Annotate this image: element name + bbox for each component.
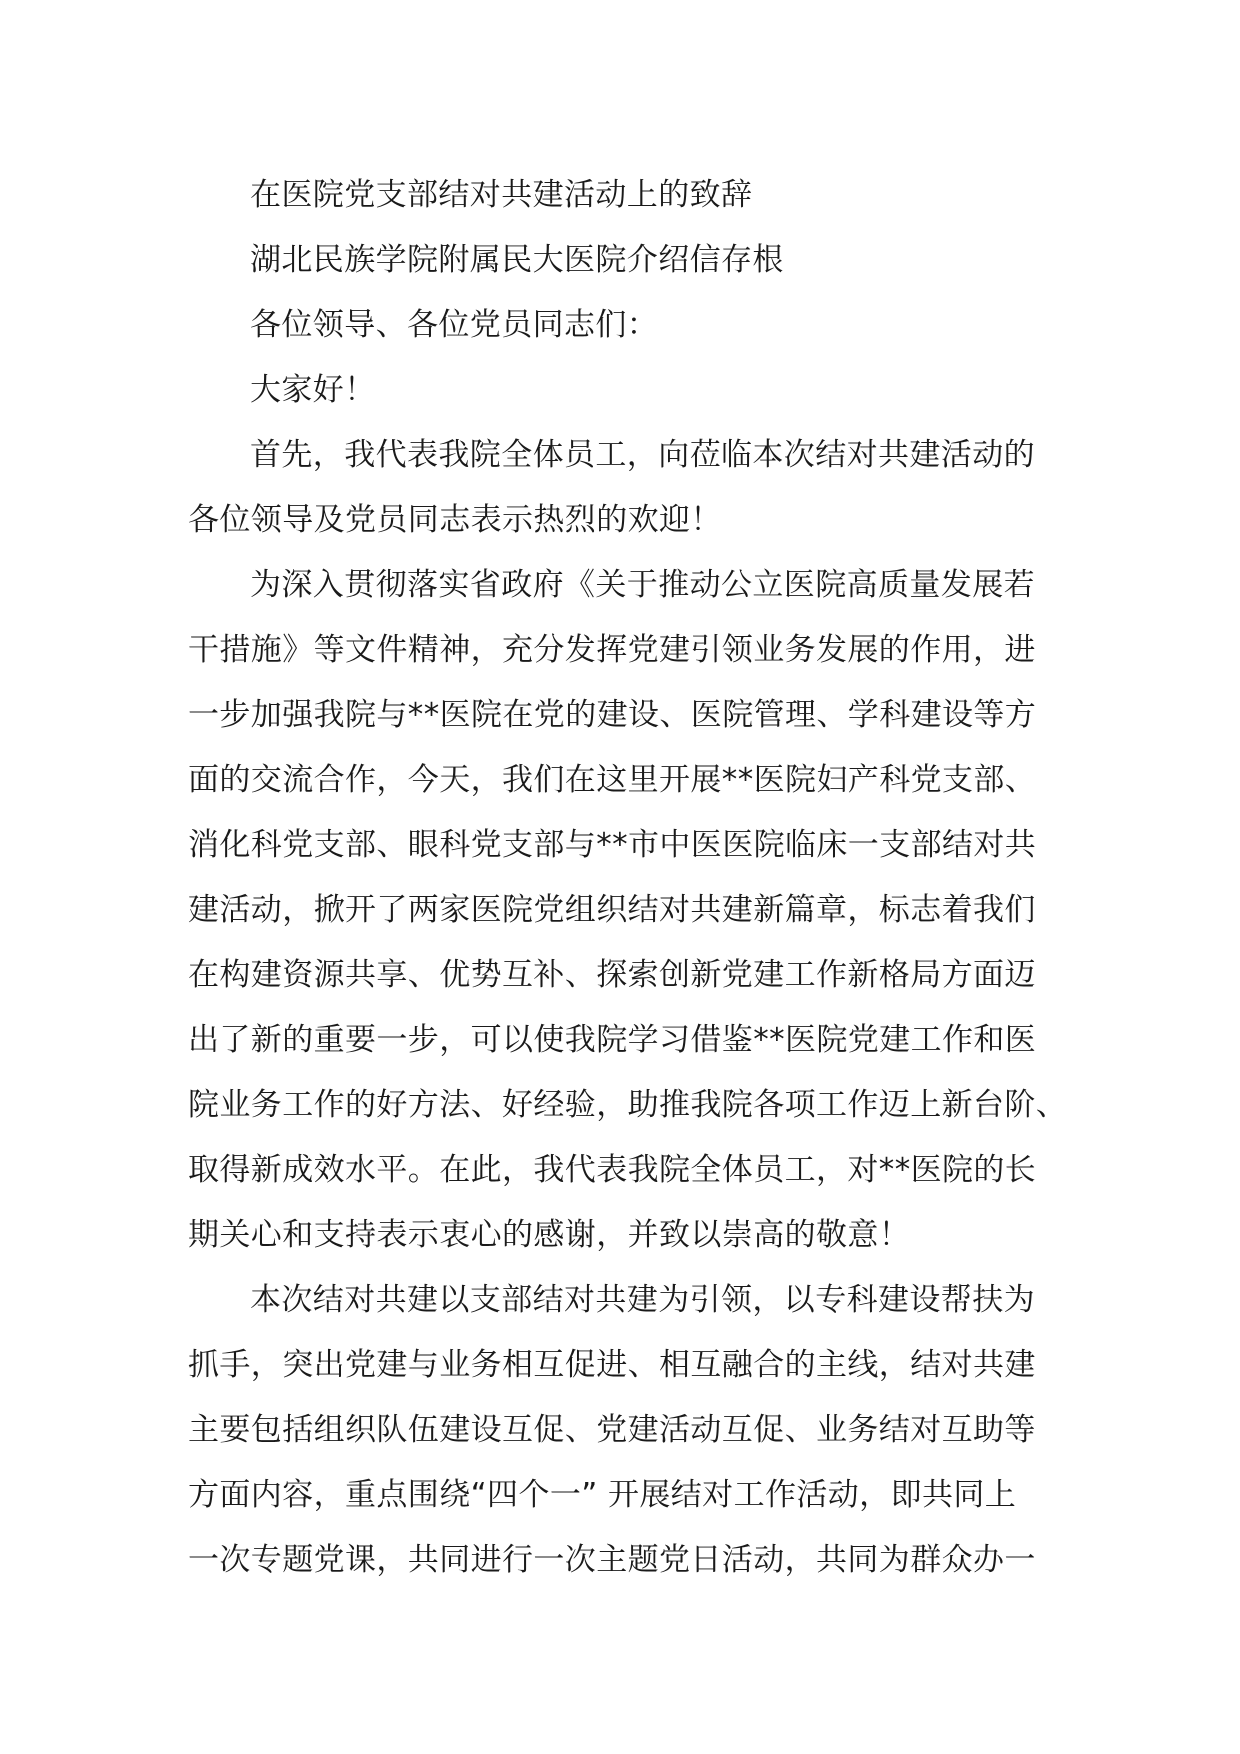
paragraph-line: 取得新成效水平。在此，我代表我院全体员工，对**医院的长 (188, 1152, 1037, 1188)
paragraph-line: 抓手，突出党建与业务相互促进、相互融合的主线，结对共建 (188, 1347, 1036, 1383)
greeting: 大家好！ (250, 372, 376, 408)
paragraph-line: 干措施》等文件精神，充分发挥党建引领业务发展的作用，进 (188, 632, 1036, 668)
salutation: 各位领导、各位党员同志们： (250, 307, 659, 343)
paragraph-purpose (188, 553, 1068, 1268)
paragraph-content (188, 1268, 1068, 1593)
paragraph-line: 为深入贯彻落实省政府《关于推动公立医院高质量发展若 (250, 567, 1035, 603)
paragraph-line: 建活动，掀开了两家医院党组织结对共建新篇章，标志着我们 (188, 892, 1036, 928)
paragraph-line: 一步加强我院与**医院在党的建设、医院管理、学科建设等方 (188, 697, 1037, 733)
document-subtitle: 湖北民族学院附属民大医院介绍信存根 (250, 242, 784, 278)
paragraph-welcome (188, 423, 1068, 553)
paragraph-line: 一次专题党课，共同进行一次主题党日活动，共同为群众办一 (188, 1542, 1036, 1578)
paragraph-line: 方面内容，重点围绕“四个一” 开展结对工作活动，即共同上 (188, 1477, 1017, 1513)
paragraph-line: 本次结对共建以支部结对共建为引领，以专科建设帮扶为 (250, 1282, 1035, 1318)
paragraph-line: 首先，我代表我院全体员工，向莅临本次结对共建活动的 (250, 437, 1035, 473)
paragraph-line: 消化科党支部、眼科党支部与**市中医医院临床一支部结对共 (188, 827, 1037, 863)
document-page (188, 163, 1068, 1593)
paragraph-line: 出了新的重要一步，可以使我院学习借鉴**医院党建工作和医 (188, 1022, 1037, 1058)
paragraph-line: 主要包括组织队伍建设互促、党建活动互促、业务结对互助等 (188, 1412, 1036, 1448)
paragraph-line: 期关心和支持表示衷心的感谢，并致以崇高的敬意！ (188, 1217, 911, 1253)
paragraph-line: 各位领导及党员同志表示热烈的欢迎！ (188, 502, 722, 538)
paragraph-line: 在构建资源共享、优势互补、探索创新党建工作新格局方面迈 (188, 957, 1036, 993)
document-title: 在医院党支部结对共建活动上的致辞 (250, 177, 753, 213)
paragraph-line: 面的交流合作，今天，我们在这里开展**医院妇产科党支部、 (188, 762, 1037, 798)
paragraph-line: 院业务工作的好方法、好经验，助推我院各项工作迈上新台阶、 (188, 1087, 1068, 1123)
